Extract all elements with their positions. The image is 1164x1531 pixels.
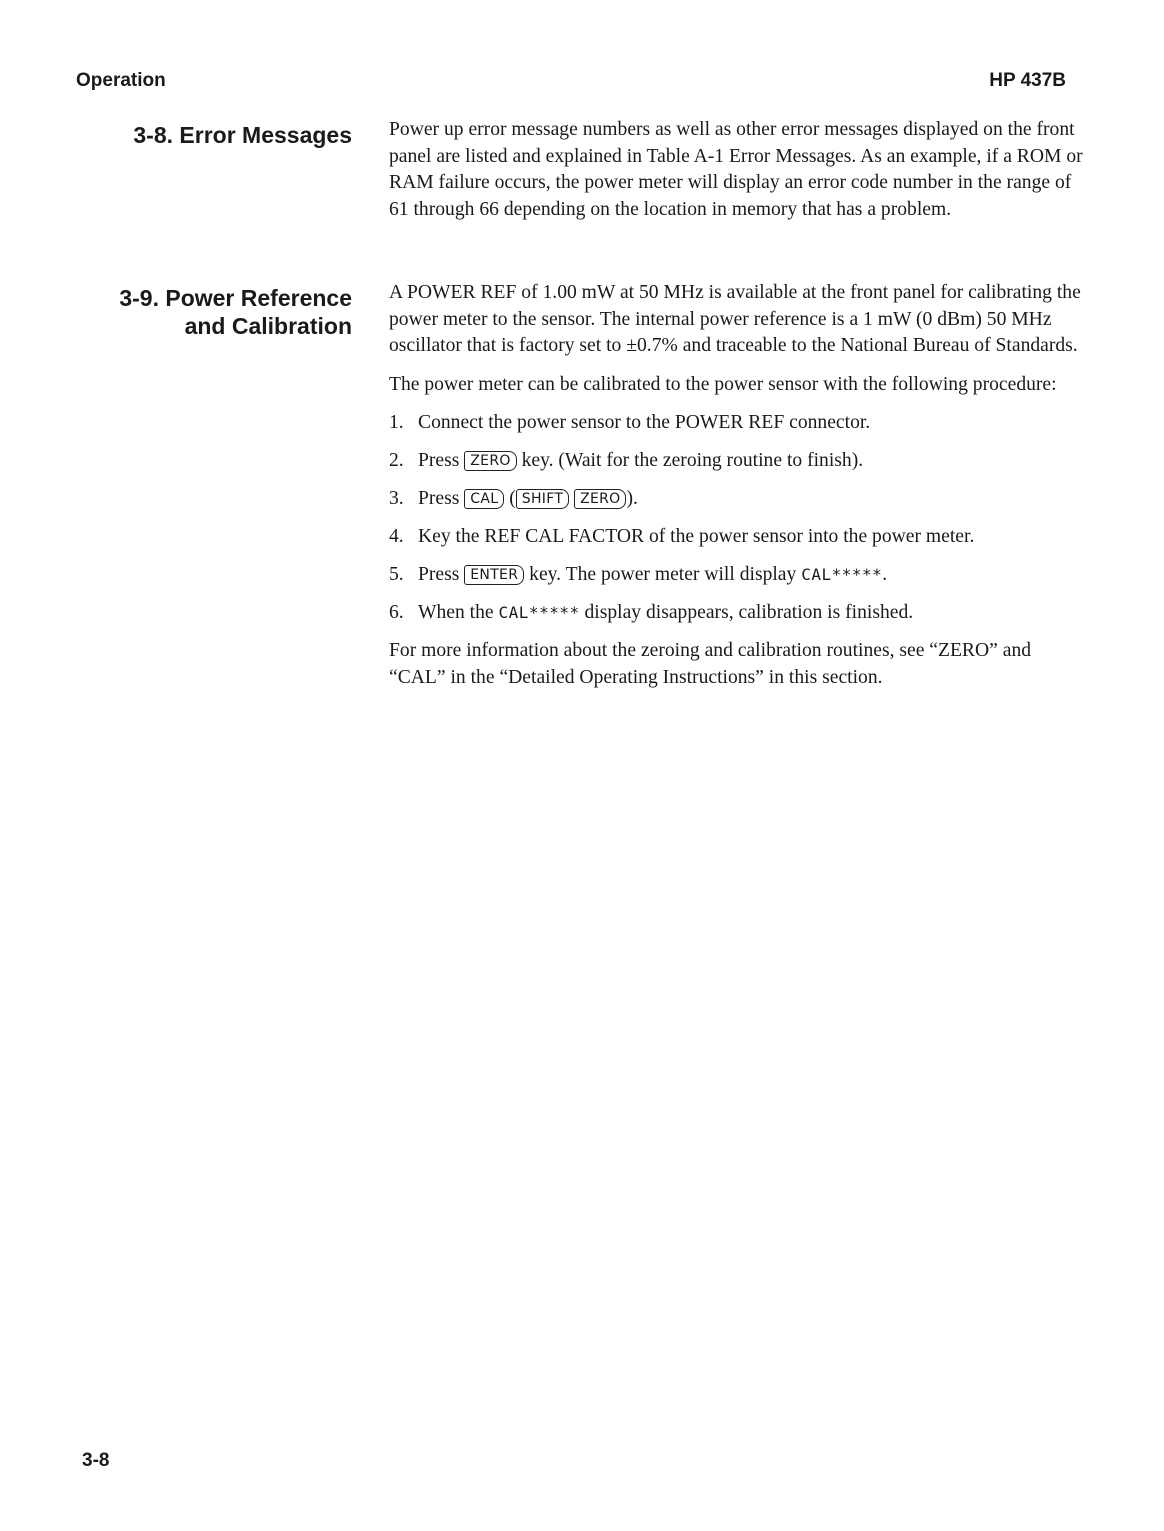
section-3-8-heading: 3-8. Error Messages: [133, 122, 352, 148]
step-2: [389, 448, 1089, 475]
step-text-post: display disappears, calibration is finished.: [584, 602, 914, 623]
open-paren: (: [509, 488, 516, 509]
step-text: Connect the power sensor to the POWER REF connector.: [418, 412, 871, 433]
display-readout: CAL*****: [498, 603, 580, 622]
step-4: [389, 524, 1089, 551]
step-text-pre: When the: [418, 602, 494, 623]
page-number: 3-8: [82, 1450, 110, 1471]
enter-key-glyph: ENTER: [464, 565, 524, 585]
step-1: [389, 410, 1089, 437]
step-number: 2.: [389, 450, 404, 471]
zero-key-glyph: ZERO: [574, 489, 626, 509]
zero-key-glyph: ZERO: [464, 451, 516, 471]
cal-key-glyph: CAL: [464, 489, 504, 509]
step-text: Key the REF CAL FACTOR of the power sensor into the power meter.: [418, 526, 975, 547]
step-number: 4.: [389, 526, 404, 547]
step-text-post: key. (Wait for the zeroing routine to finish).: [521, 450, 864, 471]
step-6: [389, 600, 1089, 627]
step-3: [389, 486, 1089, 513]
step-text-pre: Press: [418, 488, 460, 509]
section-3-8-body: [389, 117, 1089, 235]
procedure-intro-paragraph: The power meter can be calibrated to the power sensor with the following procedure:: [389, 373, 1057, 395]
shift-key-glyph: SHIFT: [516, 489, 569, 509]
display-readout: CAL*****: [801, 565, 883, 584]
step-text-pre: Press: [418, 450, 460, 471]
close-paren: ).: [626, 488, 638, 509]
step-number: 1.: [389, 412, 404, 433]
step-text-pre: Press: [418, 564, 460, 585]
error-messages-paragraph: Power up error message numbers as well as other error messages displayed on the front panel are listed and explained in Table A-1 Error Messages. As an example, if a ROM or RAM failure occurs, the power meter will display an error code number in the range of 61 through 66 depending on the location in memory that has a problem.: [389, 119, 1083, 220]
section-3-9-heading-line2: and Calibration: [184, 313, 352, 339]
more-info-paragraph: For more information about the zeroing and calibration routines, see “ZERO” and “CAL” in the “Detailed Operating Instructions” in this section.: [389, 640, 1032, 688]
power-ref-paragraph: A POWER REF of 1.00 mW at 50 MHz is available at the front panel for calibrating the power meter to the sensor. The internal power reference is a 1 mW (0 dBm) 50 MHz oscillator that is factory set to ±0.7% and traceable to the National Bureau of Standards.: [389, 282, 1081, 356]
running-header-model: HP 437B: [989, 70, 1066, 91]
step-5: [389, 562, 1089, 589]
step-number: 6.: [389, 602, 404, 623]
step-text-end: .: [882, 564, 888, 585]
step-number: 5.: [389, 564, 404, 585]
step-number: 3.: [389, 488, 404, 509]
section-3-9-heading: [119, 284, 352, 340]
step-text-post: key. The power meter will display: [529, 564, 797, 585]
section-3-9-body: [389, 280, 1089, 703]
calibration-steps: [389, 410, 1089, 627]
section-3-9-heading-line1: 3-9. Power Reference: [119, 285, 352, 311]
running-header-section: Operation: [76, 70, 166, 91]
